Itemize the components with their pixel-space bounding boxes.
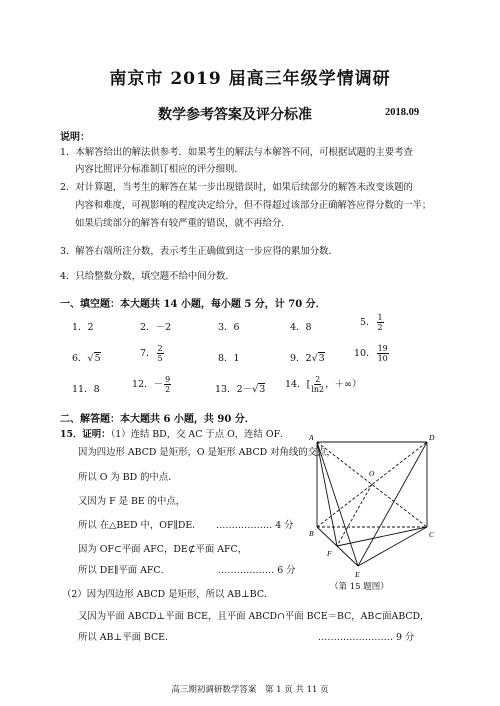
vertex-label-b: B — [309, 529, 314, 538]
q15-line: 所以 AB⊥平面 BCE． — [78, 632, 175, 643]
q15-line: 15．证明：（1）连结 BD，交 AC 于点 O，连结 OF． — [60, 429, 290, 440]
answer-11: 11．8 — [72, 384, 100, 395]
section1-heading: 一、填空题：本大题共 14 小题，每小题 5 分，计 70 分． — [60, 299, 326, 310]
answer-1: 1．2 — [72, 322, 94, 333]
note-line: 4．只给整数分数，填空题不给中间分数． — [60, 271, 235, 282]
vertex-label-e: E — [355, 570, 360, 579]
note-line: 内容比照评分标准制订相应的评分细则． — [75, 164, 244, 175]
edge-de — [358, 442, 427, 566]
edge-ae — [317, 442, 358, 566]
page-footer: 高三期初调研数学答案 第 1 页 共 11 页 — [171, 685, 329, 695]
note-line: 如果后续部分的解答有较严重的错误，就不再给分． — [75, 218, 291, 229]
answer-5: 5． $\frac{1}{2}$ — [360, 313, 383, 332]
q15-line: 因为 OF⊂平面 AFC，DE⊄平面 AFC， — [78, 544, 248, 555]
geometry-figure — [305, 432, 440, 587]
answer-8: 8．1 — [218, 353, 240, 364]
q15-line: 所以 在△BED 中，OF∥DE． — [78, 520, 202, 531]
vertex-label-o: O — [369, 469, 375, 478]
page-subtitle: 数学参考答案及评分标准 — [158, 107, 312, 123]
segment-of — [337, 484, 372, 546]
answer-14: 14．[ $\frac{2}{\ln 2}$ ，＋∞） — [285, 375, 362, 394]
answer-7: 7． $\frac{2}{5}$ — [140, 344, 163, 363]
segment-cf — [337, 527, 427, 546]
date-label: 2018.09 — [385, 107, 420, 118]
note-line: 内容和难度，可视影响的程度决定给分，但不得超过该部分正确解答应得分数的一半； — [75, 200, 432, 211]
q15-line: 因为四边形 ABCD 是矩形，O 是矩形 ABCD 对角线的交点， — [78, 447, 336, 458]
vertex-label-f: F — [327, 549, 332, 558]
answer-2: 2．－2 — [140, 322, 172, 333]
note-line: 2．对计算题，当考生的解答在某一步出现错误时，如果后续部分的解答未改变该题的 — [60, 182, 413, 193]
vertex-label-a: A — [309, 433, 314, 442]
answer-4: 4．8 — [290, 322, 312, 333]
section2-heading: 二、解答题：本大题共 6 小题，共 90 分． — [60, 414, 255, 425]
figure-caption: （第 15 题图） — [330, 582, 389, 592]
vertex-label-d: D — [429, 433, 435, 442]
q15-line: （2）因为四边形 ABCD 是矩形，所以 AB⊥BC． — [62, 589, 274, 600]
note-line: 3．解答右端所注分数，表示考生正确做到这一步应得的累加分数． — [60, 246, 338, 257]
vertex-label-c: C — [429, 530, 435, 539]
answer-3: 3．6 — [218, 322, 240, 333]
answer-9: 9．2√3 — [290, 353, 325, 364]
q15-line: 又因为 F 是 BE 的中点， — [78, 496, 186, 507]
q15-line: 又因为平面 ABCD⊥平面 BCE，且平面 ABCD∩平面 BCE＝BC，AB⊂面ABCD， — [78, 611, 430, 622]
answer-6: 6．√5 — [72, 353, 101, 364]
q15-line: 所以 O 为 BD 的中点． — [78, 472, 178, 483]
answer-13: 13．2－√3 — [215, 384, 266, 395]
answer-12: 12．－ $\frac{9}{2}$ — [132, 375, 171, 394]
score-label: ……………… 6 分 — [218, 565, 296, 576]
page-title: 南京市 2019 届高三年级学情调研 — [109, 69, 391, 89]
q15-line: 所以 DE∥平面 AFC． — [78, 565, 170, 576]
answer-10: 10． $\frac{19}{10}$ — [354, 344, 388, 363]
notes-heading: 说明： — [60, 132, 90, 143]
note-line: 1．本解答给出的解法供参考．如果考生的解法与本解答不同，可根据试题的主要考查 — [60, 147, 413, 158]
score-label: ……………… 4 分 — [216, 520, 294, 531]
score-label: …………………… 9 分 — [318, 632, 415, 643]
